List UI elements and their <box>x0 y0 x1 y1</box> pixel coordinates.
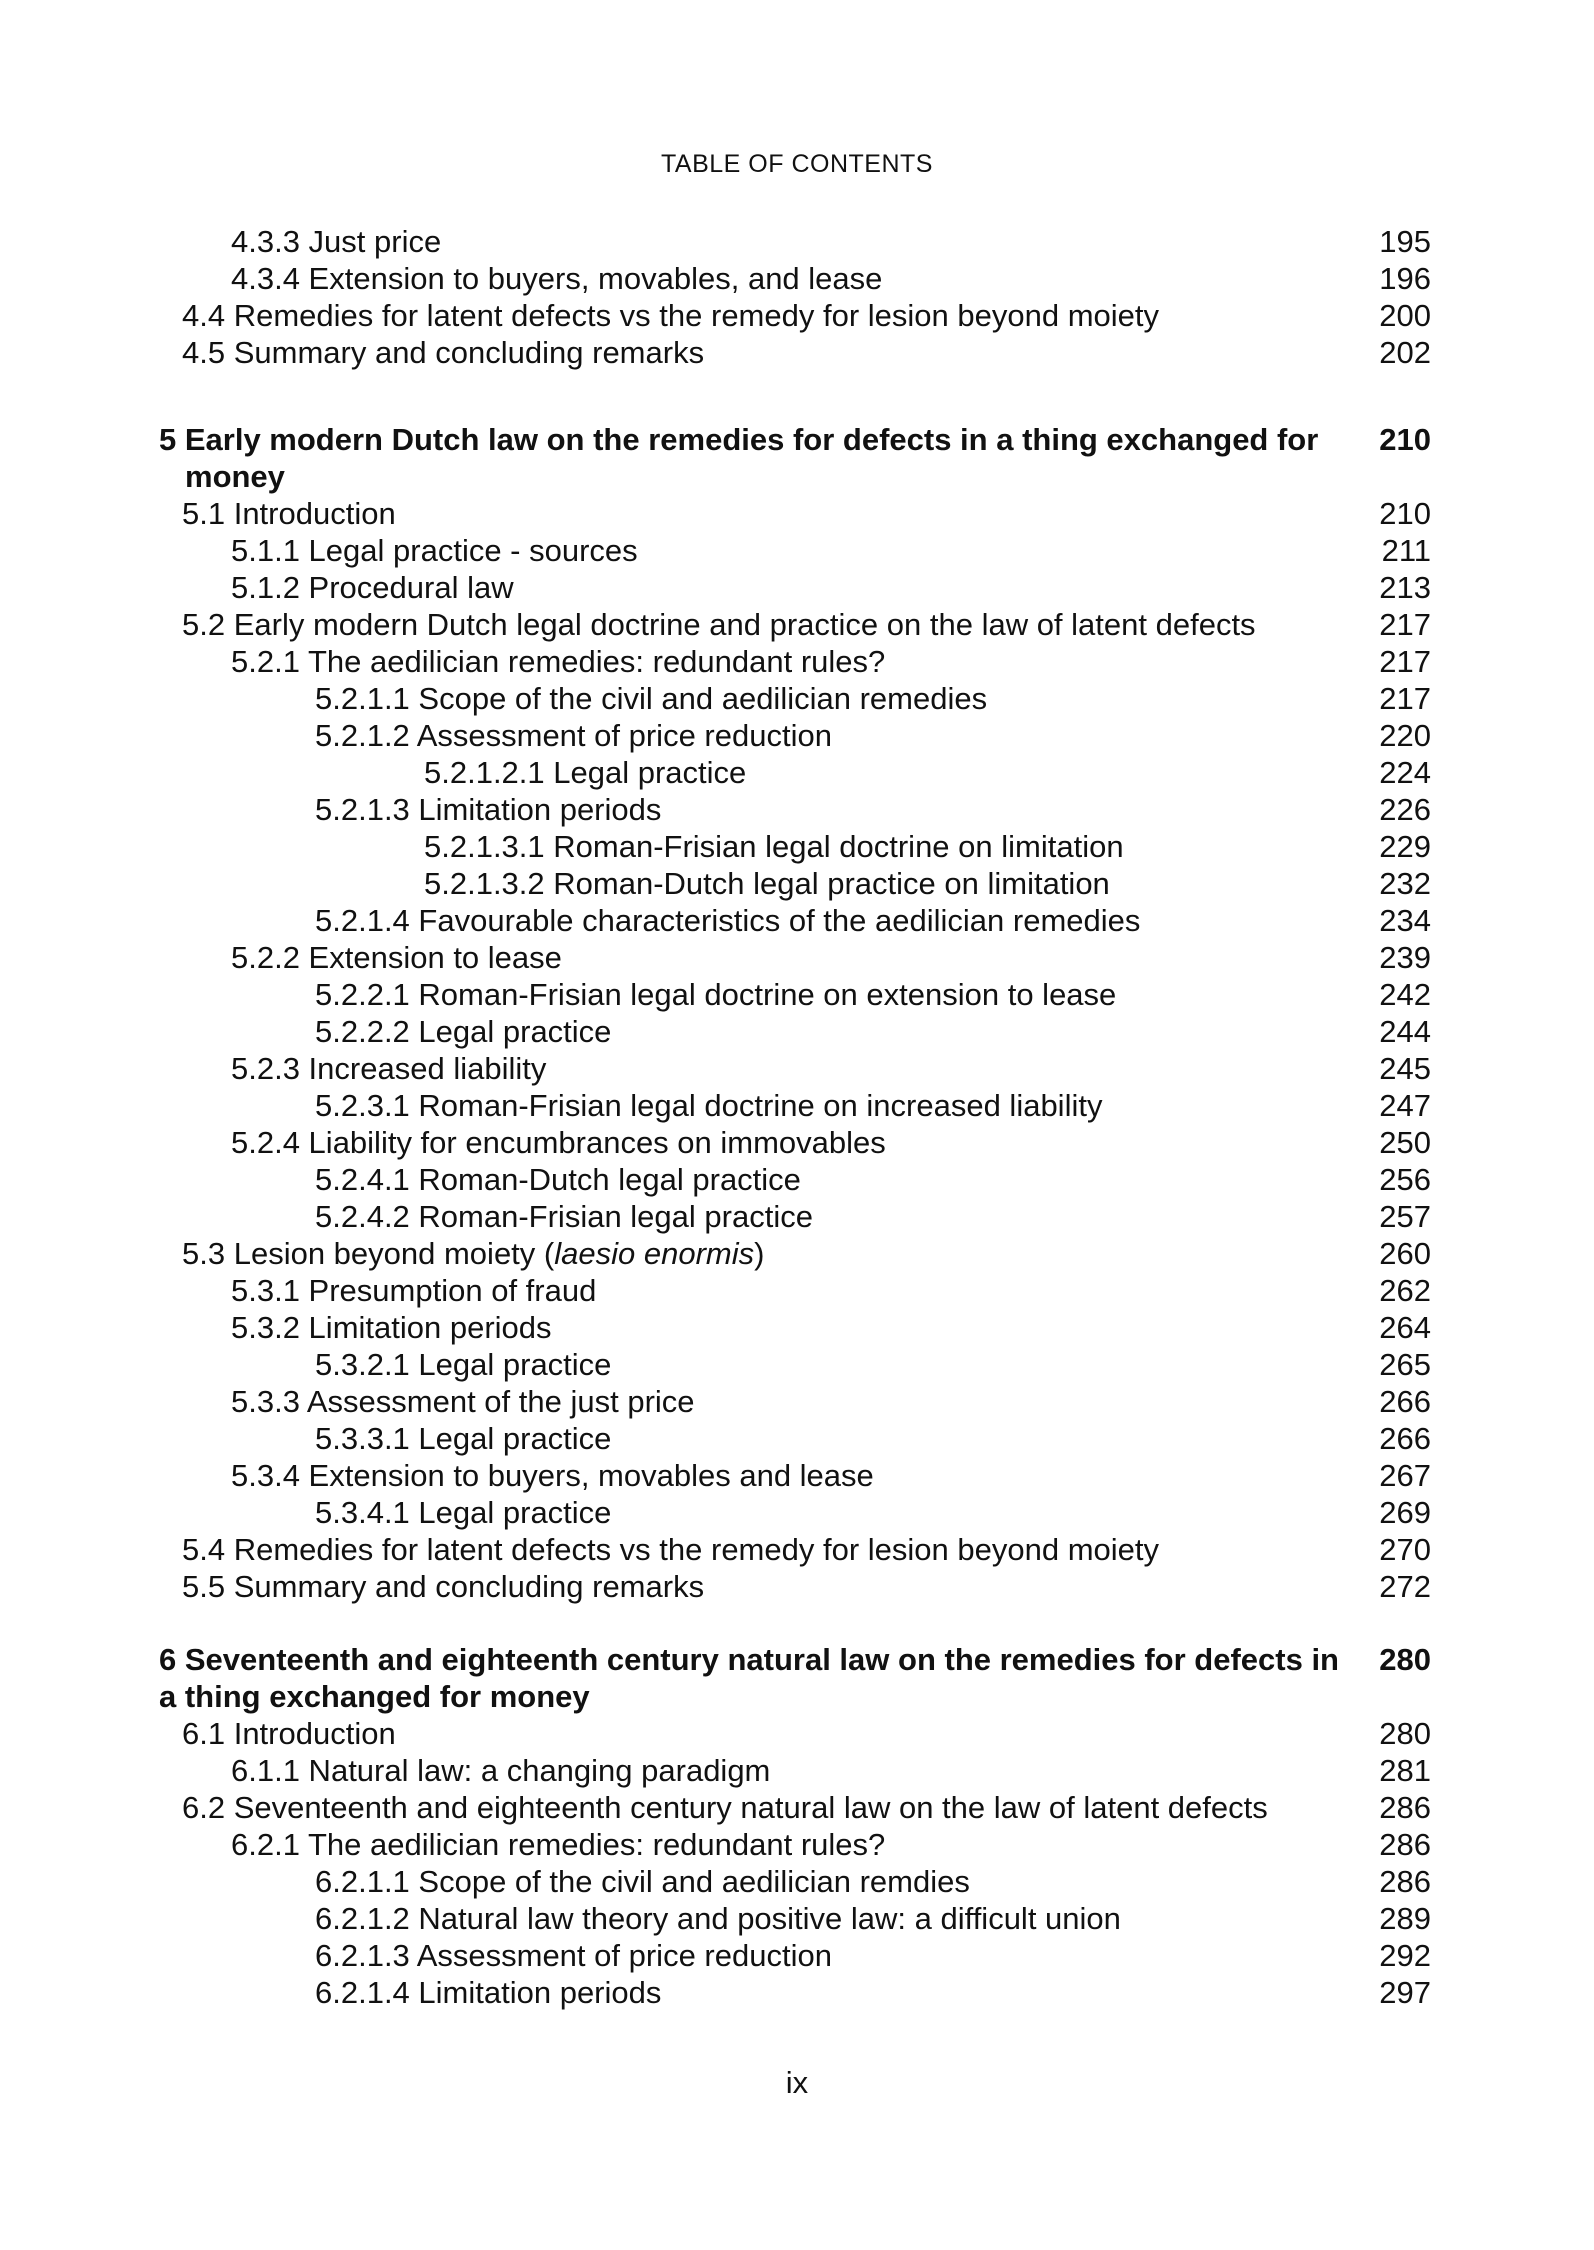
toc-entry-title: 5.1.1 Legal practice - sources <box>231 533 638 568</box>
toc-entry-title: 4.4 Remedies for latent defects vs the remedy for lesion beyond moiety <box>182 298 1159 333</box>
toc-entry[interactable] <box>0 1715 1594 1752</box>
toc-entry[interactable] <box>0 1383 1594 1420</box>
toc-entry-page: 286 <box>1379 1864 1431 1899</box>
toc-entry-title: 6.2.1.2 Natural law theory and positive law: a difficult union <box>315 1901 1121 1936</box>
toc-entry[interactable] <box>0 495 1594 532</box>
toc-entry[interactable] <box>0 1457 1594 1494</box>
toc-entry-page: 292 <box>1379 1938 1431 1973</box>
toc-entry-page: 217 <box>1379 681 1431 716</box>
toc-entry[interactable] <box>0 1937 1594 1974</box>
toc-entry-title: 5.3.4 Extension to buyers, movables and lease <box>231 1458 874 1493</box>
toc-entry[interactable] <box>0 297 1594 334</box>
toc-entry[interactable] <box>0 1050 1594 1087</box>
toc-entry[interactable] <box>0 1974 1594 2011</box>
toc-entry-title: 5.2.3.1 Roman-Frisian legal doctrine on increased liability <box>315 1088 1103 1123</box>
toc-entry-page: 266 <box>1379 1384 1431 1419</box>
toc-entry-title: 5.2.2 Extension to lease <box>231 940 562 975</box>
page-header: TABLE OF CONTENTS <box>661 150 933 178</box>
toc-entry-page: 250 <box>1379 1125 1431 1160</box>
toc-entry-page: 217 <box>1379 644 1431 679</box>
toc-entry-page: 281 <box>1379 1753 1431 1788</box>
toc-entry[interactable] <box>0 643 1594 680</box>
toc-entry[interactable] <box>0 1235 1594 1272</box>
toc-entry-title: 5.2.2.2 Legal practice <box>315 1014 612 1049</box>
toc-entry[interactable] <box>0 1087 1594 1124</box>
toc-entry[interactable] <box>0 1789 1594 1826</box>
toc-entry-title: 5.3.1 Presumption of fraud <box>231 1273 597 1308</box>
toc-entry[interactable] <box>0 754 1594 791</box>
toc-entry[interactable] <box>0 1900 1594 1937</box>
toc-entry-title: 5.2.1.2.1 Legal practice <box>424 755 747 790</box>
toc-entry-title: 5.2.1.3 Limitation periods <box>315 792 662 827</box>
page-number: ix <box>785 2065 809 2100</box>
toc-entry[interactable] <box>0 1013 1594 1050</box>
toc-entry-page: 226 <box>1379 792 1431 827</box>
toc-entry[interactable] <box>0 223 1594 260</box>
toc-entry-title: 4.3.3 Just price <box>231 224 442 259</box>
toc-entry[interactable] <box>0 334 1594 371</box>
toc-entry[interactable] <box>0 1531 1594 1568</box>
toc-entry[interactable] <box>0 939 1594 976</box>
table-of-contents <box>0 223 1594 2011</box>
toc-entry-page: 289 <box>1379 1901 1431 1936</box>
toc-entry[interactable] <box>0 569 1594 606</box>
toc-entry-page: 217 <box>1379 607 1431 642</box>
toc-entry[interactable] <box>0 1826 1594 1863</box>
toc-entry-page: 200 <box>1379 298 1431 333</box>
toc-entry-title: 6.2 Seventeenth and eighteenth century natural law on the law of latent defects <box>182 1790 1268 1825</box>
toc-entry[interactable] <box>0 976 1594 1013</box>
toc-entry-title: 5.2.1.2 Assessment of price reduction <box>315 718 832 753</box>
toc-entry-page: 195 <box>1379 224 1431 259</box>
toc-entry-page: 239 <box>1379 940 1431 975</box>
toc-entry-title: 6.2.1 The aedilician remedies: redundant rules? <box>231 1827 886 1862</box>
toc-entry[interactable] <box>0 1198 1594 1235</box>
toc-entry-title: 5.2.1.3.1 Roman-Frisian legal doctrine on limitation <box>424 829 1124 864</box>
toc-entry-page: 244 <box>1379 1014 1431 1049</box>
toc-entry-page: 280 <box>1379 1716 1431 1751</box>
toc-entry-page: 232 <box>1379 866 1431 901</box>
toc-entry-page: 202 <box>1379 335 1431 370</box>
toc-entry-page: 257 <box>1379 1199 1431 1234</box>
toc-entry-page: 245 <box>1379 1051 1431 1086</box>
toc-entry-title-prefix: 5.3 Lesion beyond moiety ( <box>182 1236 555 1271</box>
toc-entry-page: 210 <box>1379 496 1431 531</box>
toc-entry[interactable] <box>0 865 1594 902</box>
toc-entry-title: 5.3.3 Assessment of the just price <box>231 1384 695 1419</box>
toc-entry-page: 247 <box>1379 1088 1431 1123</box>
toc-chapter-6[interactable] <box>0 1641 1594 1715</box>
toc-entry-page: 264 <box>1379 1310 1431 1345</box>
toc-entry[interactable] <box>0 1494 1594 1531</box>
toc-entry-page: 286 <box>1379 1790 1431 1825</box>
toc-entry-title-italic: laesio enormis <box>554 1236 755 1271</box>
toc-entry-title: 5.3.2 Limitation periods <box>231 1310 552 1345</box>
toc-entry-page: 260 <box>1379 1236 1431 1271</box>
toc-entry-page: 262 <box>1379 1273 1431 1308</box>
toc-entry-page: 266 <box>1379 1421 1431 1456</box>
toc-entry-title <box>182 1235 764 1272</box>
toc-entry[interactable] <box>0 260 1594 297</box>
toc-entry-title: 5.2.4.1 Roman-Dutch legal practice <box>315 1162 801 1197</box>
toc-chapter-title: 5 Early modern Dutch law on the remedies for defects in a thing exchanged for money <box>159 422 1319 494</box>
toc-entry-title: 5.3.3.1 Legal practice <box>315 1421 612 1456</box>
toc-entry-title-suffix: ) <box>754 1236 765 1271</box>
toc-entry-title: 5.2.1.3.2 Roman-Dutch legal practice on limitation <box>424 866 1110 901</box>
toc-chapter-page: 280 <box>1379 1642 1431 1677</box>
toc-entry-title: 5.3.4.1 Legal practice <box>315 1495 612 1530</box>
toc-entry-title: 5.2.2.1 Roman-Frisian legal doctrine on extension to lease <box>315 977 1117 1012</box>
toc-entry-title: 5.2.4 Liability for encumbrances on immovables <box>231 1125 886 1160</box>
toc-entry[interactable] <box>0 828 1594 865</box>
toc-entry-page: 270 <box>1379 1532 1431 1567</box>
toc-entry-title: 6.2.1.4 Limitation periods <box>315 1975 662 2010</box>
toc-entry-title: 6.2.1.1 Scope of the civil and aedilician remdies <box>315 1864 970 1899</box>
toc-entry-page: 213 <box>1379 570 1431 605</box>
toc-entry-title: 5.2.4.2 Roman-Frisian legal practice <box>315 1199 813 1234</box>
toc-entry[interactable] <box>0 1309 1594 1346</box>
toc-entry-page: 256 <box>1379 1162 1431 1197</box>
toc-entry-title: 5.2.1.4 Favourable characteristics of the aedilician remedies <box>315 903 1141 938</box>
toc-chapter-page: 210 <box>1379 422 1431 457</box>
toc-entry-title: 4.5 Summary and concluding remarks <box>182 335 705 370</box>
toc-entry-page: 286 <box>1379 1827 1431 1862</box>
toc-entry-title: 5.1 Introduction <box>182 496 396 531</box>
toc-entry-page: 269 <box>1379 1495 1431 1530</box>
toc-entry-page: 297 <box>1379 1975 1431 2010</box>
toc-entry-page: 224 <box>1379 755 1431 790</box>
toc-entry-title: 5.2.1 The aedilician remedies: redundant rules? <box>231 644 886 679</box>
toc-entry-title: 5.2 Early modern Dutch legal doctrine and practice on the law of latent defects <box>182 607 1256 642</box>
toc-entry-page: 220 <box>1379 718 1431 753</box>
toc-entry-page: 229 <box>1379 829 1431 864</box>
toc-entry[interactable] <box>0 1124 1594 1161</box>
toc-entry[interactable] <box>0 532 1594 569</box>
toc-entry[interactable] <box>0 1161 1594 1198</box>
toc-entry-title: 5.3.2.1 Legal practice <box>315 1347 612 1382</box>
toc-chapter-5[interactable] <box>0 421 1594 495</box>
toc-entry[interactable] <box>0 791 1594 828</box>
toc-entry-title: 4.3.4 Extension to buyers, movables, and lease <box>231 261 883 296</box>
toc-entry-page: 196 <box>1379 261 1431 296</box>
toc-entry-page: 242 <box>1379 977 1431 1012</box>
toc-entry[interactable] <box>0 606 1594 643</box>
toc-entry-title: 6.1.1 Natural law: a changing paradigm <box>231 1753 771 1788</box>
toc-entry[interactable] <box>0 1752 1594 1789</box>
toc-entry[interactable] <box>0 1568 1594 1605</box>
toc-entry-title: 6.2.1.3 Assessment of price reduction <box>315 1938 832 1973</box>
toc-entry[interactable] <box>0 902 1594 939</box>
toc-entry[interactable] <box>0 1346 1594 1383</box>
toc-entry-page: 234 <box>1379 903 1431 938</box>
toc-entry-title: 6.1 Introduction <box>182 1716 396 1751</box>
toc-entry[interactable] <box>0 1420 1594 1457</box>
toc-entry-page: 267 <box>1379 1458 1431 1493</box>
toc-chapter-title: 6 Seventeenth and eighteenth century natural law on the remedies for defects in a thing exchanged for money <box>159 1642 1339 1714</box>
toc-entry[interactable] <box>0 717 1594 754</box>
toc-entry-title: 5.2.1.1 Scope of the civil and aedilician remedies <box>315 681 988 716</box>
toc-entry[interactable] <box>0 1272 1594 1309</box>
toc-entry-title: 5.2.3 Increased liability <box>231 1051 547 1086</box>
toc-entry-page: 265 <box>1379 1347 1431 1382</box>
toc-entry-title: 5.5 Summary and concluding remarks <box>182 1569 705 1604</box>
toc-entry-page: 272 <box>1379 1569 1431 1604</box>
toc-entry-title: 5.4 Remedies for latent defects vs the remedy for lesion beyond moiety <box>182 1532 1159 1567</box>
toc-entry-page: 211 <box>1381 533 1431 568</box>
toc-entry[interactable] <box>0 1863 1594 1900</box>
toc-entry[interactable] <box>0 680 1594 717</box>
toc-entry-title: 5.1.2 Procedural law <box>231 570 514 605</box>
